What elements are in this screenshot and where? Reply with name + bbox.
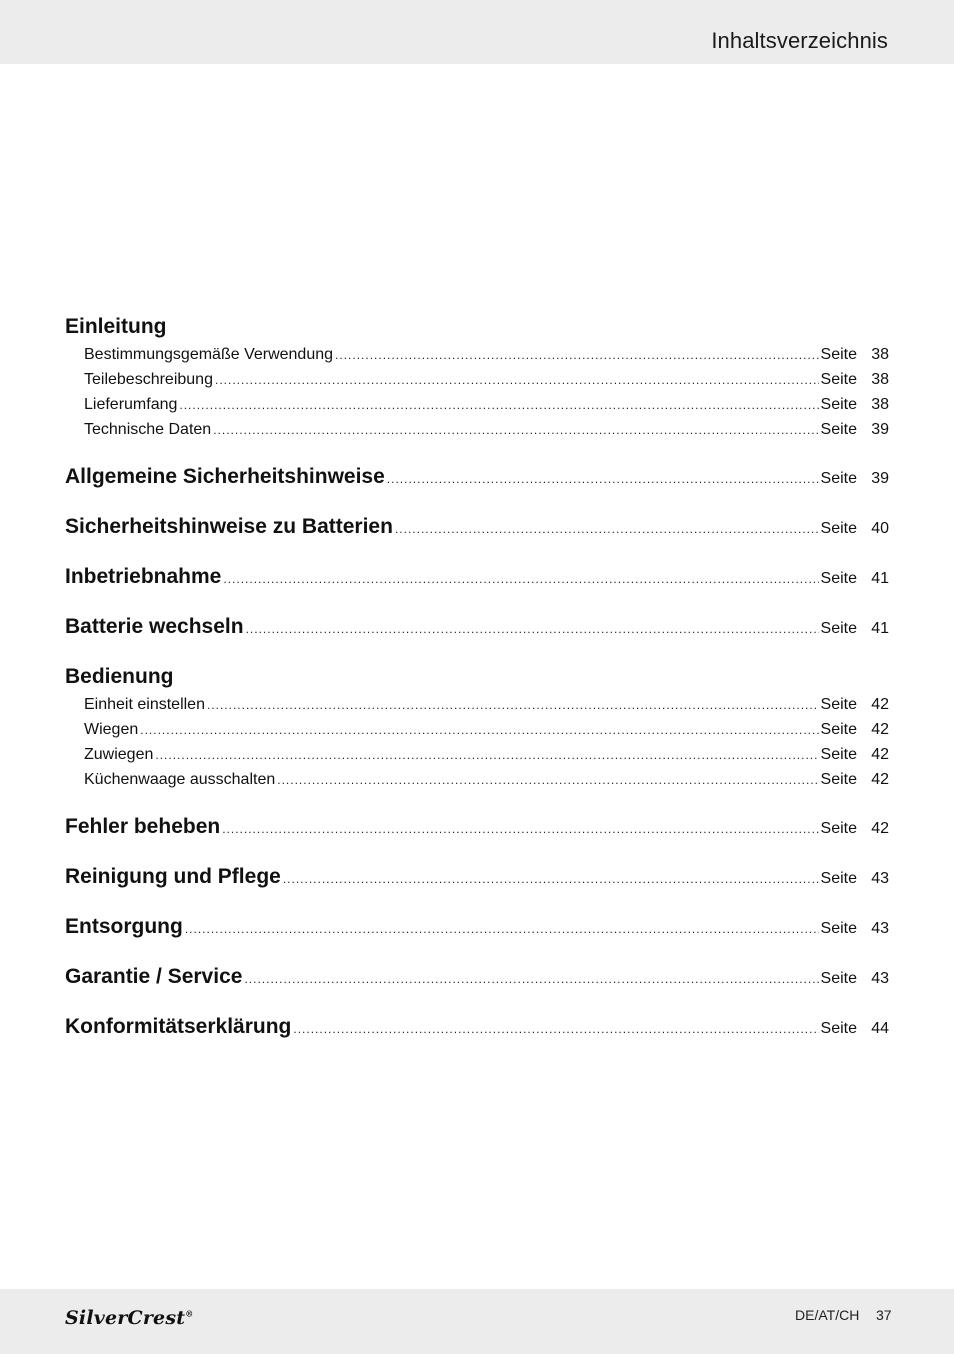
toc-heading-label: Sicherheitshinweise zu Batterien — [65, 515, 393, 538]
toc-page-number: 43 — [871, 920, 889, 937]
toc-entry-label: Lieferumfang — [84, 396, 178, 413]
toc-heading-label: Allgemeine Sicherheitshinweise — [65, 465, 385, 488]
toc-entry-label: Wiegen — [84, 721, 139, 738]
toc-section-einleitung — [65, 312, 889, 442]
toc-entry-label: Bestimmungsgemäße Verwendung — [84, 346, 334, 363]
toc-page-number: 43 — [871, 970, 889, 987]
toc-heading-label: Garantie / Service — [65, 965, 243, 988]
toc-page-number: 40 — [871, 520, 889, 537]
toc-entry[interactable] — [65, 742, 889, 767]
toc-entry-fehler-beheben[interactable] — [65, 812, 889, 842]
toc-entry[interactable] — [65, 717, 889, 742]
toc-entry-label: Zuwiegen — [84, 746, 154, 763]
toc-page-word: Seite — [820, 920, 857, 937]
footer-page-number: 37 — [876, 1307, 892, 1323]
toc-entry-label: Technische Daten — [84, 421, 212, 438]
toc-entry-sicherheitshinweise[interactable] — [65, 462, 889, 492]
registered-mark: ® — [185, 1308, 194, 1319]
dot-leader — [335, 343, 819, 367]
toc-entry-garantie[interactable] — [65, 962, 889, 992]
toc-entry[interactable] — [65, 367, 889, 392]
toc-page-word: Seite — [820, 696, 857, 713]
toc-entry[interactable] — [65, 692, 889, 717]
toc-page-number: 44 — [871, 1020, 889, 1037]
toc-entry-label: Teilebeschreibung — [84, 371, 213, 388]
dot-leader — [155, 743, 818, 767]
toc-entry-batterie-wechseln[interactable] — [65, 612, 889, 642]
dot-leader — [246, 614, 819, 642]
toc-heading-label: Fehler beheben — [65, 815, 221, 838]
page-title: Inhaltsverzeichnis — [711, 28, 888, 53]
dot-leader — [244, 964, 818, 992]
toc-page-number: 42 — [871, 746, 889, 763]
toc-page-number: 42 — [871, 820, 889, 837]
toc-page-number: 42 — [871, 771, 889, 788]
dot-leader — [293, 1014, 818, 1042]
header-bar — [0, 0, 954, 64]
dot-leader — [223, 564, 818, 592]
toc-entry[interactable] — [65, 767, 889, 792]
toc-page-word: Seite — [820, 771, 857, 788]
toc-page-number: 43 — [871, 870, 889, 887]
toc-heading-label: Inbetriebnahme — [65, 565, 222, 588]
toc-heading-bedienung: Bedienung — [65, 665, 174, 688]
dot-leader — [215, 368, 819, 392]
toc-page-word: Seite — [820, 470, 857, 487]
toc-entry-label: Einheit einstellen — [84, 696, 205, 713]
toc-page-number: 38 — [871, 396, 889, 413]
toc-page-word: Seite — [820, 570, 857, 587]
toc-section-bedienung — [65, 662, 889, 792]
dot-leader — [283, 864, 819, 892]
toc-entry-inbetriebnahme[interactable] — [65, 562, 889, 592]
toc-entry-entsorgung[interactable] — [65, 912, 889, 942]
dot-leader — [140, 718, 818, 742]
brand-logo-text: SilverCrest — [65, 1307, 186, 1329]
toc-entry[interactable] — [65, 392, 889, 417]
toc-page-word: Seite — [820, 870, 857, 887]
toc-page-word: Seite — [820, 970, 857, 987]
toc-page-number: 39 — [871, 470, 889, 487]
toc-page-word: Seite — [820, 746, 857, 763]
table-of-contents — [65, 312, 889, 1042]
toc-page-number: 41 — [871, 570, 889, 587]
toc-heading-label: Batterie wechseln — [65, 615, 244, 638]
dot-leader — [277, 768, 818, 792]
toc-page-word: Seite — [820, 820, 857, 837]
toc-page-number: 39 — [871, 421, 889, 438]
toc-entry[interactable] — [65, 417, 889, 442]
toc-page-word: Seite — [820, 721, 857, 738]
dot-leader — [179, 393, 818, 417]
brand-logo — [65, 1307, 193, 1329]
dot-leader — [213, 418, 818, 442]
toc-page-word: Seite — [820, 371, 857, 388]
toc-heading-label: Konformitätserklärung — [65, 1015, 292, 1038]
toc-heading-label: Reinigung und Pflege — [65, 865, 281, 888]
dot-leader — [222, 814, 818, 842]
toc-page-word: Seite — [820, 620, 857, 637]
toc-entry-konformitaet[interactable] — [65, 1012, 889, 1042]
footer-locale: DE/AT/CH — [795, 1307, 860, 1323]
toc-entry[interactable] — [65, 342, 889, 367]
dot-leader — [185, 914, 819, 942]
toc-page-word: Seite — [820, 346, 857, 363]
toc-entry-reinigung[interactable] — [65, 862, 889, 892]
toc-page-number: 38 — [871, 371, 889, 388]
toc-heading-label: Entsorgung — [65, 915, 183, 938]
dot-leader — [207, 693, 819, 717]
toc-page-number: 38 — [871, 346, 889, 363]
toc-page-word: Seite — [820, 520, 857, 537]
toc-heading-einleitung: Einleitung — [65, 315, 167, 338]
toc-page-word: Seite — [820, 1020, 857, 1037]
toc-page-word: Seite — [820, 396, 857, 413]
toc-page-number: 42 — [871, 721, 889, 738]
dot-leader — [387, 464, 819, 492]
toc-entry-label: Küchenwaage ausschalten — [84, 771, 276, 788]
toc-entry-batterien-hinweise[interactable] — [65, 512, 889, 542]
toc-page-number: 42 — [871, 696, 889, 713]
toc-page-number: 41 — [871, 620, 889, 637]
toc-page-word: Seite — [820, 421, 857, 438]
dot-leader — [395, 514, 819, 542]
